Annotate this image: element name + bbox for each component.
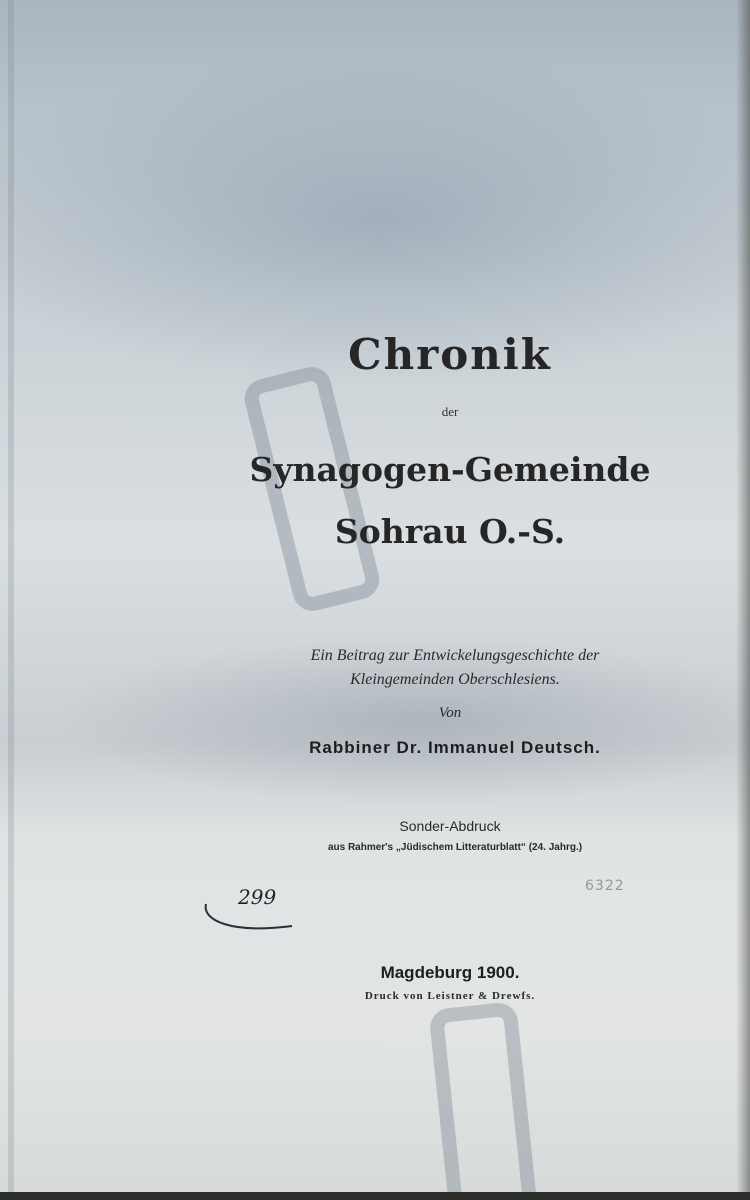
paperclip-shadow-bottom [428, 1001, 539, 1200]
printer-line: Druck von Leistner & Drewfs. [364, 990, 536, 1002]
page-crease [8, 0, 14, 1200]
document-title: Chronik [348, 330, 552, 379]
page-edge-bottom [0, 1192, 750, 1200]
reprint-label: Sonder-Abdruck [399, 818, 501, 834]
stamp-number: 6322 [585, 878, 625, 894]
title-connector: der [441, 404, 459, 419]
subtitle-line-1: Synagogen-Gemeinde [249, 450, 651, 489]
place-year: Magdeburg 1900. [380, 963, 520, 982]
description-line-1: Ein Beitrag zur Entwickelungsgeschichte der [310, 647, 600, 664]
handwritten-number: 299 [238, 885, 277, 909]
author-name: Rabbiner Dr. Immanuel Deutsch. [309, 738, 601, 757]
reprint-source: aus Rahmer's „Jüdischem Litteraturblatt“ (24. Jahrg.) [327, 842, 583, 853]
description-line-2: Kleingemeinden Oberschlesiens. [350, 671, 560, 688]
description [220, 644, 690, 692]
subtitle-line-2: Sohrau O.-S. [334, 512, 566, 551]
by-label: Von [438, 705, 462, 721]
paperclip-shadow-top [241, 363, 384, 615]
page-edge-right [736, 0, 750, 1200]
